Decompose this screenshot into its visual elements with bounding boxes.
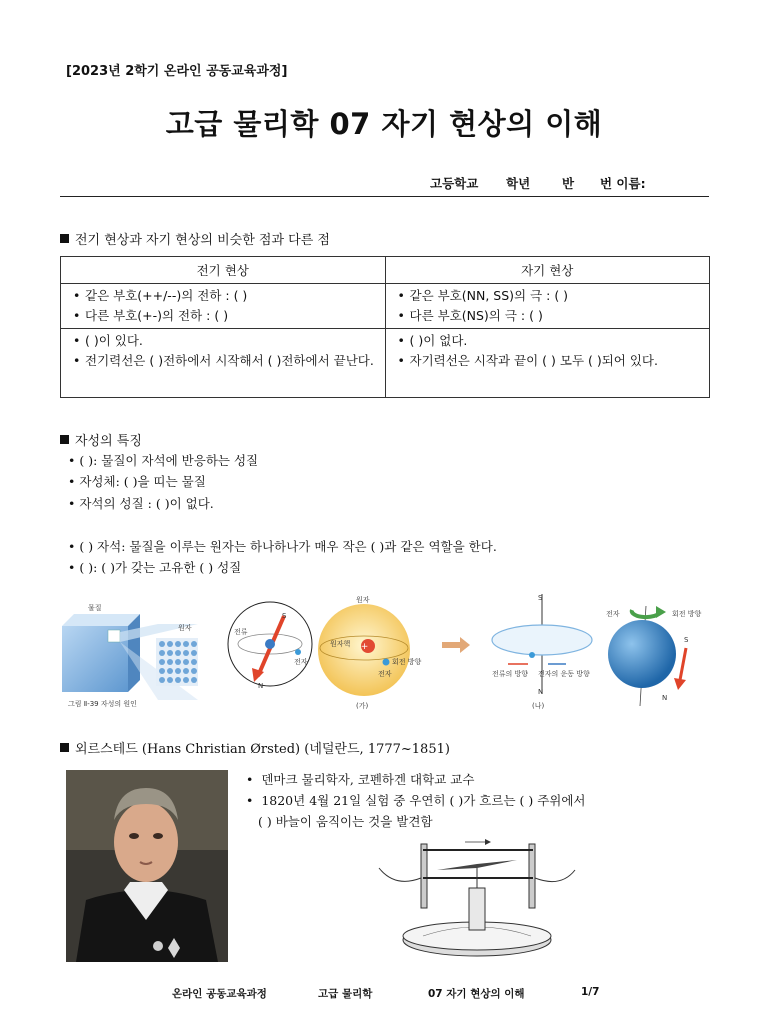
table-cell: • 같은 부호(NN, SS)의 극 : ( ) bbox=[398, 286, 702, 306]
table-row bbox=[61, 284, 710, 329]
label-electron-dir: 전자의 운동 방향 bbox=[538, 670, 590, 678]
list-item: • ( ): ( )가 갖는 고유한 ( ) 성질 bbox=[68, 558, 241, 576]
label-material: 물질 bbox=[88, 604, 102, 612]
label-nucleus: 원자핵 bbox=[330, 640, 351, 648]
table-cell: • 다른 부호(NS)의 극 : ( ) bbox=[398, 306, 702, 326]
comparison-table bbox=[60, 256, 710, 398]
label-atom2: 원자 bbox=[356, 596, 370, 604]
label-atom1: 원자 bbox=[178, 624, 192, 632]
list-item: • 자성체: ( )을 띠는 물질 bbox=[68, 472, 206, 490]
table-cell: • 다른 부호(+-)의 전하 : ( ) bbox=[73, 306, 377, 326]
label-n3: N bbox=[662, 694, 668, 702]
footer-program: 온라인 공동교육과정 bbox=[172, 988, 267, 1000]
label-ga: (가) bbox=[356, 702, 369, 710]
table-cell: • 전기력선은 ( )전하에서 시작해서 ( )전하에서 끝난다. bbox=[73, 351, 377, 371]
footer-page-number: 1/7 bbox=[581, 986, 600, 998]
list-item: • ( ) 자석: 물질을 이루는 원자는 하나하나가 매우 작은 ( )과 같은 역할을 한다. bbox=[68, 537, 497, 555]
square-bullet-icon bbox=[60, 743, 69, 752]
bio-item: ( ) 바늘이 움직이는 것을 발견함 bbox=[258, 814, 433, 829]
name-field: 번 이름: bbox=[600, 176, 646, 191]
label-current: 전류 bbox=[234, 628, 248, 636]
label-current-dir: 전류의 방향 bbox=[492, 670, 529, 678]
label-n: N bbox=[258, 682, 264, 690]
magnetism-cause-figure bbox=[58, 590, 714, 712]
section1-heading: 전기 현상과 자기 현상의 비슷한 점과 다른 점 bbox=[60, 229, 330, 248]
label-na: (나) bbox=[532, 702, 545, 710]
footer-unit: 07 자기 현상의 이해 bbox=[428, 988, 525, 1000]
label-electron3: 전자 bbox=[606, 610, 620, 618]
section2-heading: 자성의 특징 bbox=[60, 430, 142, 449]
label-spin-dir: 회전 방향 bbox=[672, 610, 702, 618]
right-arrow-icon bbox=[442, 637, 470, 653]
list-item: • 자석의 성질 : ( )이 없다. bbox=[68, 494, 214, 512]
label-n2: N bbox=[538, 688, 544, 696]
bio-item: • 1820년 4월 21일 실험 중 우연히 ( )가 흐르는 ( ) 주위에서 bbox=[246, 793, 586, 808]
school-field: 고등학교 bbox=[430, 176, 479, 191]
table-cell: • 같은 부호(++/--)의 전하 : ( ) bbox=[73, 286, 377, 306]
list-item: • ( ): 물질이 자석에 반응하는 성질 bbox=[68, 451, 258, 469]
figure-caption: 그림 Ⅱ-39 자성의 원인 bbox=[68, 700, 137, 708]
class-field: 반 bbox=[562, 176, 575, 191]
label-s2: S bbox=[538, 594, 543, 602]
footer-subject: 고급 물리학 bbox=[318, 988, 373, 1000]
page-title: 고급 물리학 07 자기 현상의 이해 bbox=[165, 107, 603, 141]
table-cell: • ( )이 없다. bbox=[398, 331, 702, 351]
section3-heading: 외르스테드 (Hans Christian Ørsted) (네덜란드, 1777~1851) bbox=[60, 738, 450, 757]
label-s: S bbox=[282, 612, 287, 620]
atom-lattice bbox=[156, 638, 198, 686]
student-info bbox=[430, 174, 646, 192]
square-bullet-icon bbox=[60, 435, 69, 444]
table-header-electric: 전기 현상 bbox=[61, 257, 386, 284]
label-electron: 전자 bbox=[294, 658, 308, 666]
table-header-magnetic: 자기 현상 bbox=[385, 257, 710, 284]
bio-item: • 덴마크 물리학자, 코펜하겐 대학교 교수 bbox=[246, 772, 475, 787]
table-row bbox=[61, 329, 710, 398]
table-cell: • 자기력선은 시작과 끝이 ( ) 모두 ( )되어 있다. bbox=[398, 351, 702, 371]
label-rotation: 회전 방향 bbox=[392, 658, 422, 666]
course-label: [2023년 2학기 온라인 공동교육과정] bbox=[66, 64, 288, 79]
table-cell: • ( )이 있다. bbox=[73, 331, 377, 351]
orsted-apparatus-figure bbox=[365, 828, 585, 960]
grade-field: 학년 bbox=[506, 176, 531, 191]
square-bullet-icon bbox=[60, 234, 69, 243]
header-divider bbox=[60, 196, 709, 197]
label-electron2: 전자 bbox=[378, 670, 392, 678]
label-s3: S bbox=[684, 636, 689, 644]
orsted-portrait bbox=[66, 770, 228, 962]
plus-icon: + bbox=[360, 642, 369, 652]
